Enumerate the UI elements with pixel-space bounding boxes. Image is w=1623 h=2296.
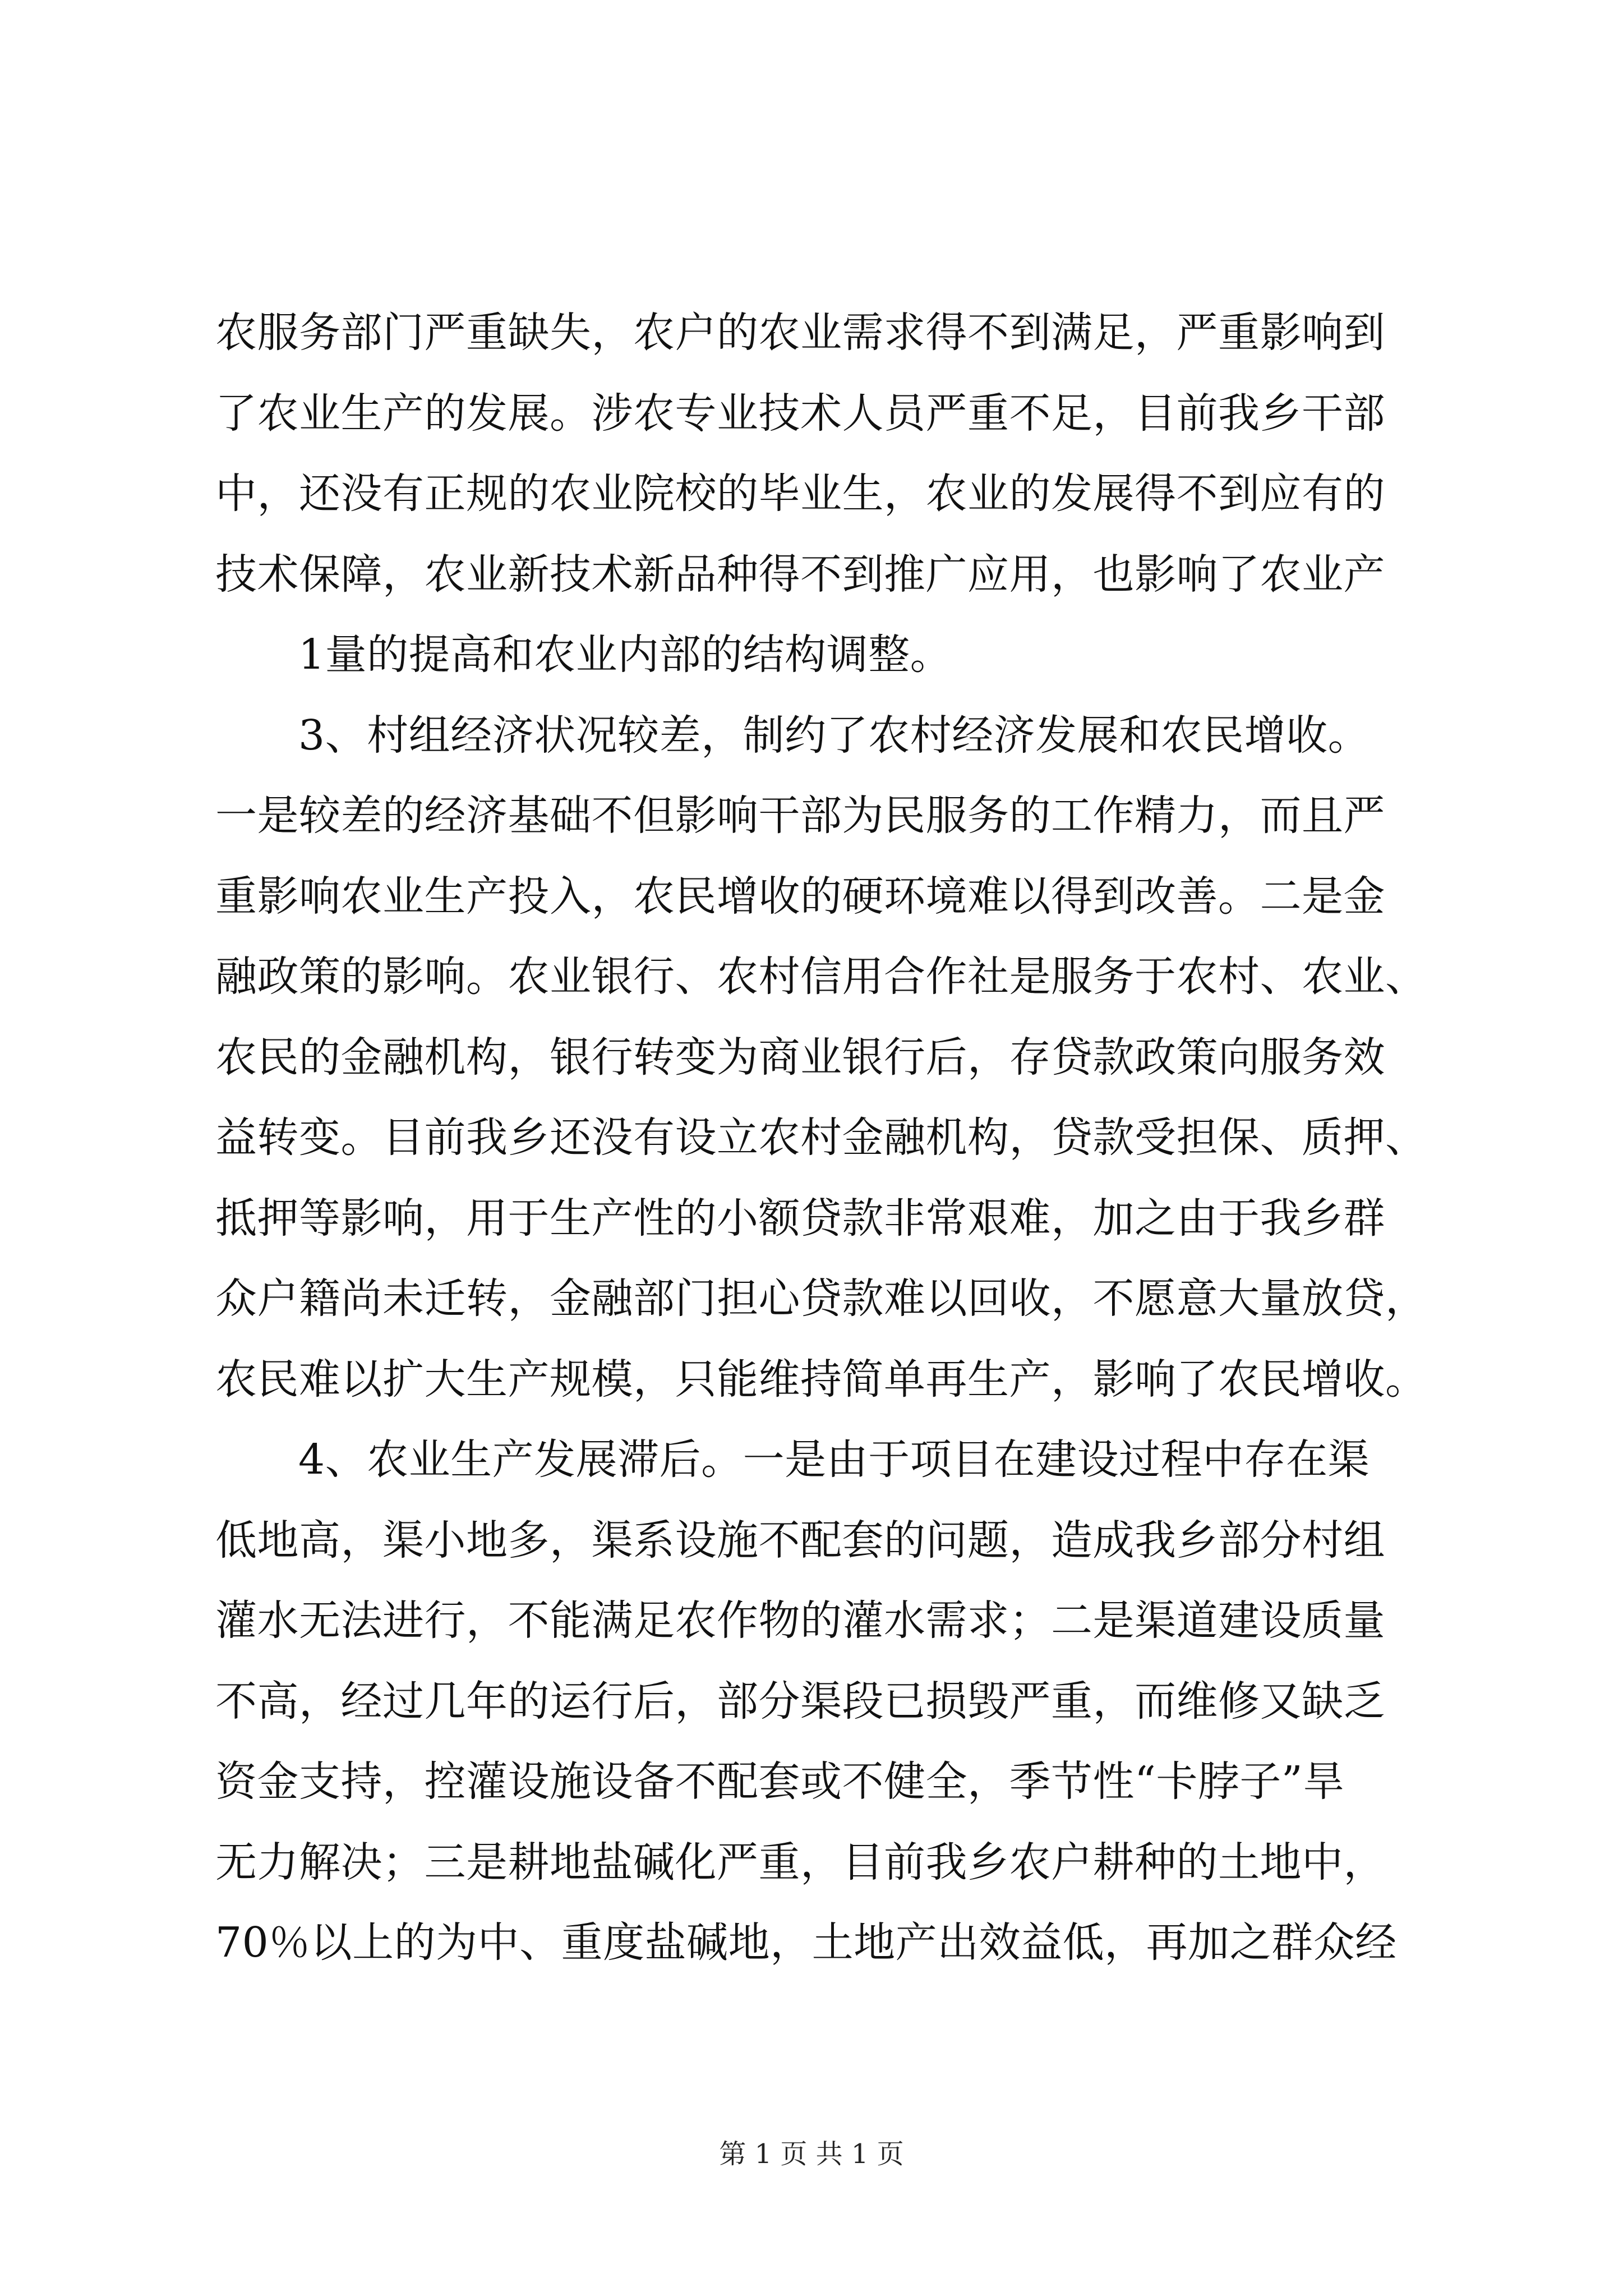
paragraph-line: 技术保障，农业新技术新品种得不到推广应用，也影响了农业产 (215, 550, 1385, 599)
paragraph-line: 农民的金融机构，银行转变为商业银行后，存贷款政策向服务效 (215, 1033, 1385, 1082)
paragraph-line: 无力解决；三是耕地盐碱化严重，目前我乡农户耕种的土地中， (215, 1838, 1385, 1887)
paragraph-line: 4、农业生产发展滞后。一是由于项目在建设过程中存在渠 (298, 1435, 1370, 1484)
paragraph-line: 重影响农业生产投入，农民增收的硬环境难以得到改善。二是金 (215, 872, 1385, 921)
paragraph-line: 70％以上的为中、重度盐碱地，土地产出效益低，再加之群众经 (215, 1918, 1397, 1967)
paragraph-line: 农服务部门严重缺失，农户的农业需求得不到满足，严重影响到 (215, 309, 1385, 357)
paragraph-line: 融政策的影响。农业银行、农村信用合作社是服务于农村、农业、 (215, 953, 1427, 1001)
paragraph-line: 益转变。目前我乡还没有设立农村金融机构，贷款受担保、质押、 (215, 1114, 1427, 1162)
paragraph-line: 众户籍尚未迁转，金融部门担心贷款难以回收，不愿意大量放贷， (215, 1274, 1427, 1323)
paragraph-line: 农民难以扩大生产规模，只能维持简单再生产，影响了农民增收。 (215, 1355, 1427, 1404)
paragraph-line: 资金支持，控灌设施设备不配套或不健全，季节性“卡脖子”旱 (215, 1757, 1345, 1806)
paragraph-line: 灌水无法进行，不能满足农作物的灌水需求；二是渠道建设质量 (215, 1596, 1385, 1645)
page-footer: 第 1 页 共 1 页 (719, 2138, 904, 2170)
paragraph-line: 低地高，渠小地多，渠系设施不配套的问题，造成我乡部分村组 (215, 1516, 1385, 1565)
paragraph-line: 不高，经过几年的运行后，部分渠段已损毁严重，而维修又缺乏 (215, 1677, 1385, 1726)
paragraph-line: 一是较差的经济基础不但影响干部为民服务的工作精力，而且严 (215, 792, 1385, 840)
paragraph-line: 抵押等影响，用于生产性的小额贷款非常艰难，加之由于我乡群 (215, 1194, 1385, 1243)
paragraph-line: 中，还没有正规的农业院校的毕业生，农业的发展得不到应有的 (215, 470, 1385, 518)
paragraph-line: 3、村组经济状况较差，制约了农村经济发展和农民增收。 (298, 711, 1370, 760)
paragraph-line: 1量的提高和农业内部的结构调整。 (298, 631, 952, 679)
paragraph-line: 了农业生产的发展。涉农专业技术人员严重不足，目前我乡干部 (215, 389, 1385, 438)
document-body (215, 293, 1427, 1984)
